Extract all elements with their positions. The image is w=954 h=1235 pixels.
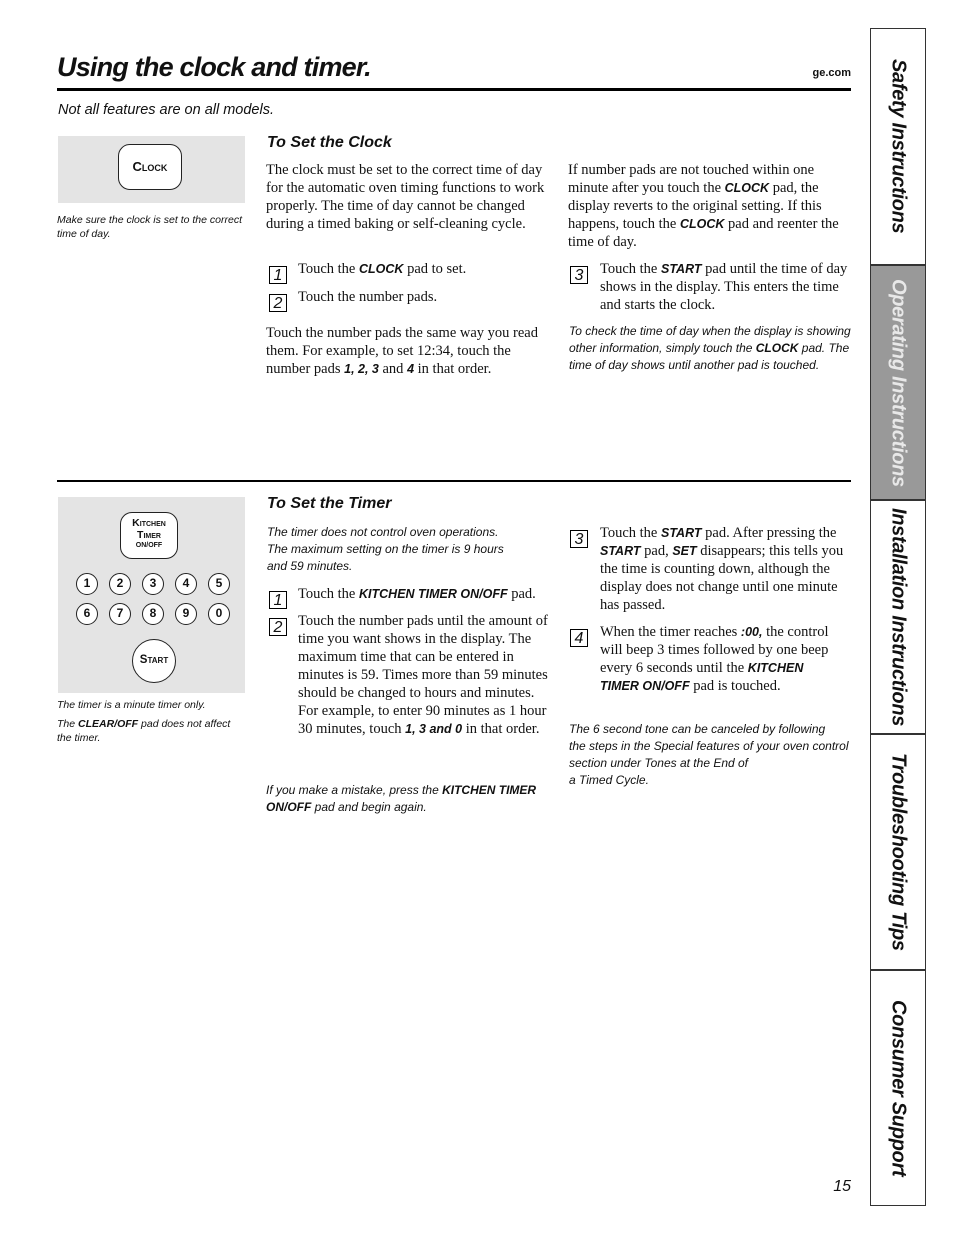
clock-step-3: Touch the START pad until the time of day shows in the display. This enters the time and starts the clock. bbox=[600, 261, 848, 313]
digit-key-3: 3 bbox=[142, 573, 164, 595]
timer-step-2-number: 2 bbox=[269, 618, 287, 636]
clock-step-2-number: 2 bbox=[269, 294, 287, 312]
timer-section-heading: To Set the Timer bbox=[267, 495, 392, 512]
digit-key-1: 1 bbox=[76, 573, 98, 595]
tab-operating-instructions[interactable]: Operating Instructions bbox=[870, 265, 926, 500]
website-link[interactable]: ge.com bbox=[812, 67, 851, 79]
tab-safety-instructions[interactable]: Safety Instructions bbox=[870, 28, 926, 265]
clock-caption: Make sure the clock is set to the correct time of day. bbox=[57, 214, 242, 240]
digit-key-0: 0 bbox=[208, 603, 230, 625]
timer-step-3-number: 3 bbox=[570, 530, 588, 548]
clock-step-1: Touch the CLOCK pad to set. bbox=[298, 261, 467, 277]
clock-panel-illustration bbox=[58, 136, 245, 203]
timer-step-1: Touch the KITCHEN TIMER ON/OFF pad. bbox=[298, 586, 536, 602]
page-title: Using the clock and timer. bbox=[57, 52, 371, 82]
digit-key-5: 5 bbox=[208, 573, 230, 595]
digit-key-4: 4 bbox=[175, 573, 197, 595]
clock-example: Touch the number pads the same way you read them. For example, to set 12:34, touch the number pads 1, 2, 3 and 4 in that order. bbox=[266, 325, 538, 377]
page-number: 15 bbox=[833, 1178, 851, 1195]
timer-step-4: When the timer reaches :00, the control will beep 3 times followed by one beep every 6 seconds until the KITCHEN TIMER ON/OFF pad is touched. bbox=[600, 624, 829, 694]
clock-step-1-number: 1 bbox=[269, 266, 287, 284]
timer-caption-2: The CLEAR/OFF pad does not affect the timer. bbox=[57, 718, 231, 744]
timer-caption-1: The timer is a minute timer only. bbox=[57, 699, 206, 711]
features-note: Not all features are on all models. bbox=[58, 102, 274, 118]
header-rule bbox=[57, 88, 851, 91]
timer-panel-illustration bbox=[58, 497, 245, 693]
timer-step-1-number: 1 bbox=[269, 591, 287, 609]
timer-limits-note: The timer does not control oven operations. The maximum setting on the timer is 9 hours and 59 minutes. bbox=[267, 525, 504, 573]
digit-key-2: 2 bbox=[109, 573, 131, 595]
timer-step-4-number: 4 bbox=[570, 629, 588, 647]
clock-intro: The clock must be set to the correct time of day for the automatic oven timing functions to work properly. The time of day cannot be changed during a timed baking or self-cleaning cycle. bbox=[266, 162, 545, 232]
kitchen-timer-key: Kitchen Timer ON/OFF bbox=[120, 512, 178, 559]
digit-key-9: 9 bbox=[175, 603, 197, 625]
tab-consumer-support[interactable]: Consumer Support bbox=[870, 970, 926, 1206]
clock-step-2: Touch the number pads. bbox=[298, 289, 438, 305]
digit-key-7: 7 bbox=[109, 603, 131, 625]
clock-timeout-note: If number pads are not touched within one minute after you touch the CLOCK pad, the display reverts to the original setting. If this happens, touch the CLOCK pad and reenter the time of day. bbox=[568, 162, 839, 250]
timer-step-2: Touch the number pads until the amount of time you want shows in the display. The maximum time that can be entered in minutes is 59. Times more than 59 minutes should be changed to hours and minutes. For example, to enter 90 minutes as 1 hour 30 minutes, touch 1, 3 and 0 in that order. bbox=[298, 613, 548, 737]
timer-mistake-note: If you make a mistake, press the KITCHEN TIMER ON/OFF pad and begin again. bbox=[266, 783, 537, 814]
tab-troubleshooting-tips[interactable]: Troubleshooting Tips bbox=[870, 734, 926, 970]
clock-pad-ref: CLOCK bbox=[359, 262, 404, 276]
clock-step-3-number: 3 bbox=[570, 266, 588, 284]
digit-key-6: 6 bbox=[76, 603, 98, 625]
section-divider bbox=[57, 480, 851, 482]
start-key: Start bbox=[132, 639, 176, 683]
clock-key: Clock bbox=[118, 144, 182, 190]
clock-section-heading: To Set the Clock bbox=[267, 134, 392, 151]
tab-installation-instructions[interactable]: Installation Instructions bbox=[870, 500, 926, 734]
timer-step-3: Touch the START pad. After pressing the START pad, SET disappears; this tells you the time is counting down, although the display does not change until one minute has passed. bbox=[600, 525, 844, 613]
tone-cancel-note: The 6 second tone can be canceled by following the steps in the Special features of your oven control section under Tones at the End of a Timed Cycle. bbox=[569, 722, 849, 787]
digit-key-8: 8 bbox=[142, 603, 164, 625]
clock-tip: To check the time of day when the display is showing other information, simply touch the CLOCK pad. The time of day shows until another pad is touched. bbox=[569, 324, 851, 372]
